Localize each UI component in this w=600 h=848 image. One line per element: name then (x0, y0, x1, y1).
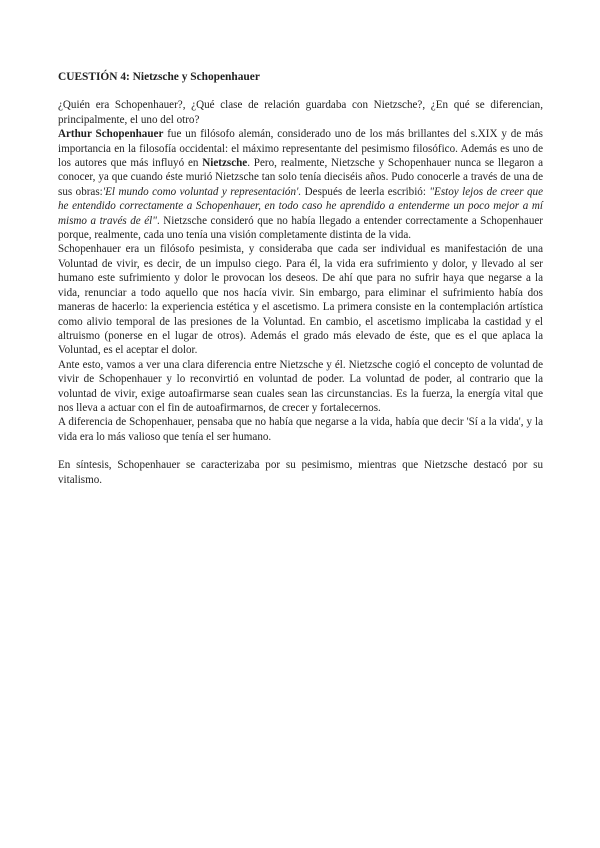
question-paragraph: ¿Quién era Schopenhauer?, ¿Qué clase de relación guardaba con Nietzsche?, ¿En qué se diferencian, principalmente, el uno del otro? (58, 99, 543, 126)
conclusion-paragraph: En síntesis, Schopenhauer se caracterizaba por su pesimismo, mientras que Nietzsche destacó por su vitalismo. (58, 459, 543, 486)
p1-text-c: Después de leerla escribió: (301, 185, 430, 198)
paragraph-schopenhauer-pessimism: Schopenhauer era un filósofo pesimista, y consideraba que cada ser individual es manifestación de una Voluntad de vivir, es decir, de un impulso ciego. Para él, la vida era sufrimiento y dolor, y llevado al ser humano este sufrimiento y dolor le provocan los deseos. De ahí que para no sufrir haya que negarse a la vida, renunciar a todo aquello que nos hacía vivir. Sin embargo, para eliminar el sufrimiento había dos maneras de hacerlo: la experiencia estética y el ascetismo. La primera consiste en la contemplación artística como alivio temporal de las presiones de la Voluntad. En cambio, el ascetismo implicaba la castidad y el altruismo (ponerse en el lugar de otros). Además el grado más elevado de éste, que es el que aplaca la Voluntad, es el aceptar el dolor. (58, 243, 543, 357)
p1-text-d: . Nietzsche consideró que no había llegado a entender correctamente a Schopenhauer porque, realmente, cada uno tenía una visión completamente distinta de la vida. (58, 214, 544, 242)
p1-text-a: fue un filósofo alemán, considerado uno de los más brillantes del s.XIX y de más importancia en la filosofía occidental: el máximo representante del pesimismo filosófico. Además es uno de los autores que más influyó en (58, 128, 544, 170)
paragraph-nietzsche-life: A diferencia de Schopenhauer, pensaba que no había que negarse a la vida, había que decir 'Sí a la vida', y la vida era lo más valioso que tenía el ser humano. (58, 416, 543, 443)
name-nietzsche: Nietzsche (202, 157, 248, 170)
paragraph-schopenhauer-intro (58, 127, 543, 242)
name-schopenhauer: Arthur Schopenhauer (58, 128, 164, 141)
document-title: CUESTIÓN 4: Nietzsche y Schopenhauer (58, 71, 260, 83)
paragraph-gap (58, 444, 543, 458)
nietzsche-quote: "Estoy lejos de creer que he entendido correctamente a Schopenhauer, en todo caso he aprendido a entenderme un poco mejor a mí mismo a través de él" (58, 185, 543, 227)
work-title: 'El mundo como voluntad y representación'. (102, 185, 302, 198)
p1-text-b: . Pero, realmente, Nietzsche y Schopenhauer nunca se llegaron a conocer, ya que cuando éste murió Nietzsche tan solo tenía dieciséis años. Pudo conocerle a través de una de sus obras: (58, 157, 543, 198)
document-body (58, 70, 543, 487)
paragraph-difference: Ante esto, vamos a ver una clara diferencia entre Nietzsche y él. Nietzsche cogió el concepto de voluntad de vivir de Schopenhauer y lo reconvirtió en voluntad de poder. La voluntad de poder, al contrario que la voluntad de vivir, exige autoafirmarse sean cuales sean las circunstancias. Es la fuerza, la energía vital que nos lleva a actuar con el fin de autoafirmarnos, de crecer y fortalecernos. (58, 358, 543, 414)
